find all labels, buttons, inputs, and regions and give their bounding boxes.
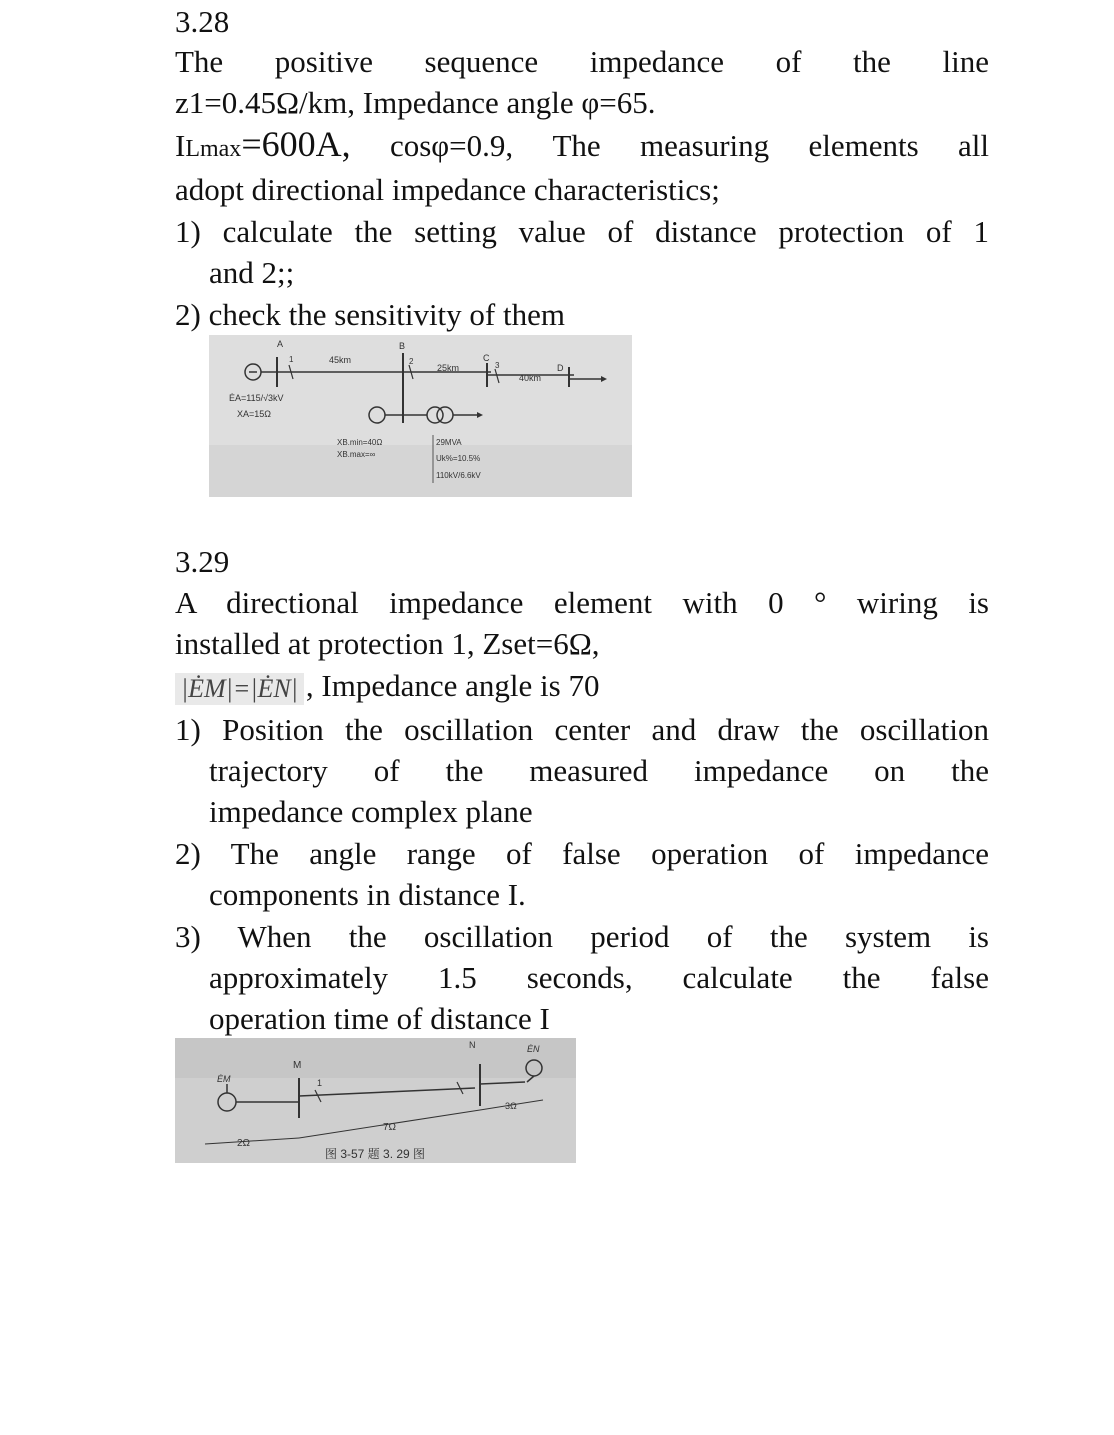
p329-item-1: 1) Position the oscillation center and draw the oscillation <box>175 712 989 747</box>
fig-imp-m: 2Ω <box>237 1138 251 1149</box>
fig-source-a-x: XA=15Ω <box>237 409 272 419</box>
fig-prot-3: 3 <box>495 361 500 370</box>
p328-item-2: 2) check the sensitivity of them <box>175 297 565 332</box>
p329-item-1-cont: trajectory of the measured impedance on the <box>209 753 989 788</box>
fig-caption: 图 3-57 题 3. 29 图 <box>325 1147 426 1161</box>
fig-bus-d: D <box>557 363 564 373</box>
p329-item-2: 2) The angle range of false operation of impedance <box>175 836 989 871</box>
fig-prot-1: 1 <box>317 1078 323 1088</box>
p329-text-line-3: |ĖM|=|ĖN| , Impedance angle is 70 <box>175 668 989 705</box>
p329-item-3-cont: approximately 1.5 seconds, calculate the false <box>209 960 989 995</box>
fig-source-b-xmin: XB.min=40Ω <box>337 438 383 447</box>
p328-text-line-4: adopt directional impedance characteristics; <box>175 172 720 207</box>
p328-system-diagram <box>209 335 632 497</box>
fig-bus-b: B <box>399 341 406 351</box>
p329-item-1-cont2: impedance complex plane <box>209 794 533 829</box>
p328-text-line-2: z1=0.45Ω/km, Impedance angle φ=65. <box>175 85 656 120</box>
p329-text-line-1: A directional impedance element with 0 ° wiring is <box>175 585 989 620</box>
fig-trafo-ratio: 110kV/6.6kV <box>436 471 481 480</box>
p328-text-line-3: ILmax=600A, cosφ=0.9, The measuring elements all <box>175 124 989 164</box>
problem-number-3-28: 3.28 <box>175 4 230 39</box>
p329-item-2-cont: components in distance I. <box>209 877 526 912</box>
fig-emf-n: ĖN <box>527 1044 540 1054</box>
fig-source-a-emf: ĖA=115/√3kV <box>229 393 284 403</box>
p329-item-3-cont2: operation time of distance I <box>209 1001 550 1036</box>
fig-bus-m: M <box>293 1060 302 1071</box>
p328-current-symbol: ILmax=600A, <box>175 124 351 164</box>
fig-prot-1: 1 <box>289 355 294 364</box>
p328-item-1-cont: and 2;; <box>209 255 295 290</box>
fig-bus-c: C <box>483 353 490 363</box>
fig-trafo-rating: 29MVA <box>436 438 462 447</box>
fig-bus-a: A <box>277 339 284 349</box>
fig-prot-2: 2 <box>409 357 414 366</box>
fig-len-bc: 25km <box>437 363 460 373</box>
p329-system-diagram <box>175 1038 576 1163</box>
fig-bus-n: N <box>469 1040 476 1050</box>
fig-imp-n: 3Ω <box>505 1101 517 1111</box>
fig-len-cd: 40km <box>519 373 542 383</box>
fig-source-b-xmax: XB.max=∞ <box>337 450 376 459</box>
fig-trafo-uk: Uk%=10.5% <box>436 454 481 463</box>
fig-len-ab: 45km <box>329 355 352 365</box>
p329-item-3: 3) When the oscillation period of the system is <box>175 919 989 954</box>
p329-emf-formula: |ĖM|=|ĖN| <box>175 673 304 705</box>
fig-imp-line: 7Ω <box>383 1122 397 1133</box>
p328-text-line-1: The positive sequence impedance of the line <box>175 44 989 79</box>
fig-emf-m: ĖM <box>217 1074 231 1084</box>
p329-text-line-2: installed at protection 1, Zset=6Ω, <box>175 626 600 661</box>
problem-number-3-29: 3.29 <box>175 544 230 579</box>
p328-item-1: 1) calculate the setting value of distance protection of 1 <box>175 214 989 249</box>
